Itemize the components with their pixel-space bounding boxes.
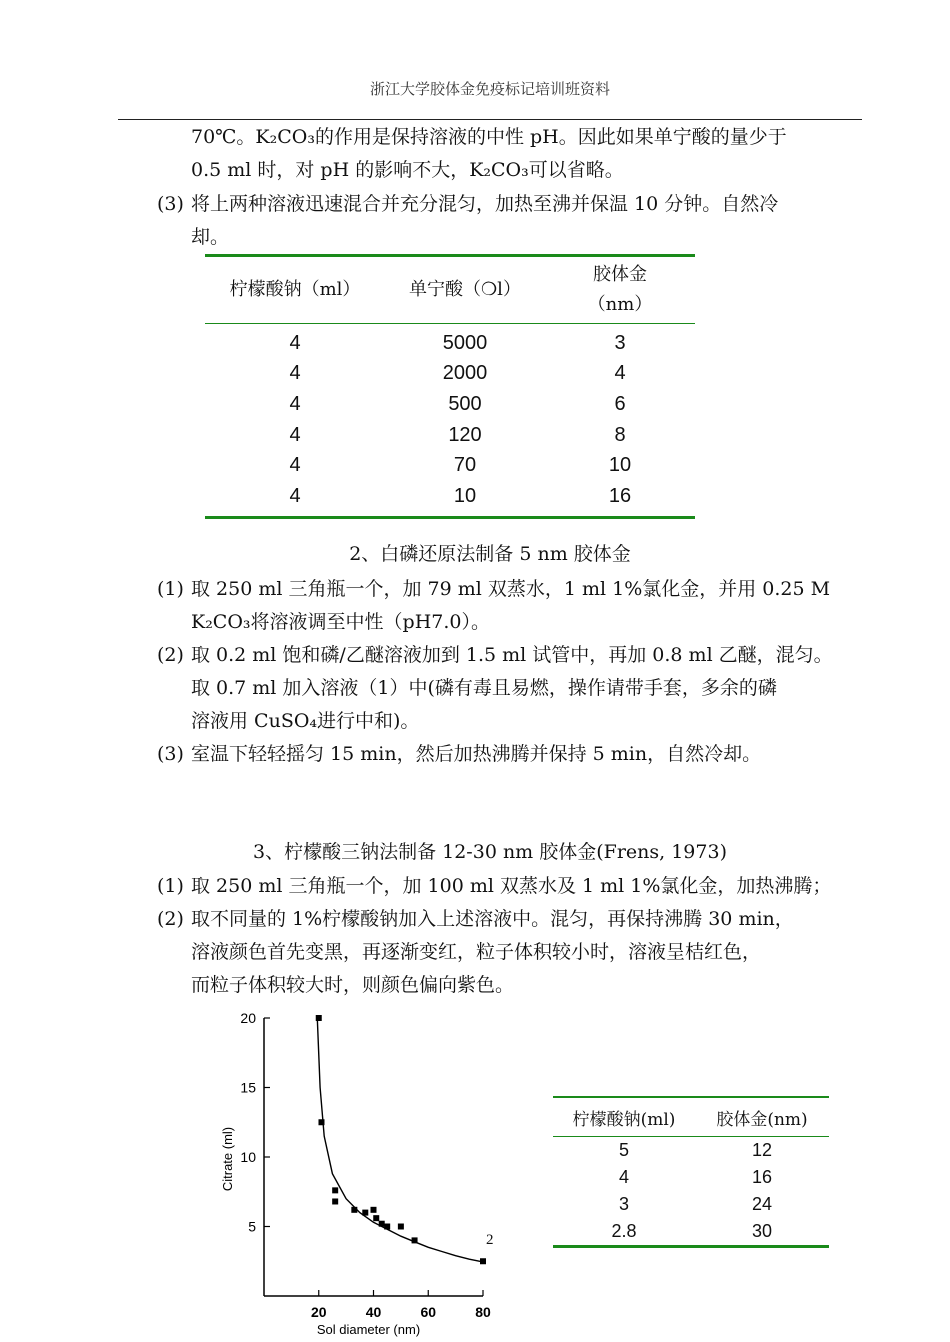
step-number: (2) <box>157 908 184 930</box>
step-text-line: 取 250 ml 三角瓶一个，加 79 ml 双蒸水，1 ml 1%氯化金，并用 0.25 M <box>191 578 831 600</box>
table-cell: 120 <box>448 423 482 446</box>
page-header: 浙江大学胶体金免疫标记培训班资料 <box>369 80 610 98</box>
step-text-line: 室温下轻轻摇匀 15 min，然后加热沸腾并保持 5 min，自然冷却。 <box>191 743 762 765</box>
table-header-cell: 柠檬酸钠（ml） <box>205 256 385 324</box>
step-text-line: K₂CO₃将溶液调至中性（pH7.0）。 <box>191 611 490 633</box>
step-text-line: 溶液颜色首先变黑，再逐渐变红，粒子体积较小时，溶液呈桔红色， <box>191 941 762 963</box>
step-text-line: 取 0.7 ml 加入溶液（1）中(磷有毒且易燃，操作请带手套，多余的磷 <box>191 677 777 699</box>
data-point <box>362 1210 368 1216</box>
table-cell: 3 <box>614 331 626 354</box>
data-point <box>412 1237 418 1243</box>
data-point <box>318 1119 324 1125</box>
step-number: (1) <box>157 875 184 897</box>
table-cell: 10 <box>608 454 632 477</box>
data-point <box>371 1207 377 1213</box>
table-cell: 24 <box>751 1194 773 1214</box>
table-row <box>205 450 695 481</box>
header-text: （nm） <box>587 294 653 315</box>
table-cell: 8 <box>614 423 626 446</box>
table-header-cell: 胶体金(nm) <box>695 1097 829 1137</box>
table-header-row <box>553 1097 829 1137</box>
table-row <box>205 359 695 390</box>
data-point <box>332 1198 338 1204</box>
table-cell: 5000 <box>442 331 488 354</box>
step-text-line: 溶液用 CuSO₄进行中和)。 <box>191 710 420 732</box>
table-cell: 16 <box>608 484 632 507</box>
table-header-cell: 单宁酸（❍l） <box>385 256 545 324</box>
step-text-line: 取不同量的 1%柠檬酸钠加入上述溶液中。混匀，再保持沸腾 30 min， <box>191 908 794 930</box>
table-row <box>553 1218 829 1247</box>
curve-label: 2 <box>486 1232 494 1248</box>
section3-title: 3、柠檬酸三钠法制备 12-30 nm 胶体金(Frens, 1973) <box>253 841 727 863</box>
table-cell: 4 <box>289 423 301 446</box>
table-cell: 16 <box>751 1167 773 1187</box>
table-cell: 70 <box>453 454 477 477</box>
table-cell: 2.8 <box>611 1221 637 1241</box>
tannic-acid-table <box>205 254 695 519</box>
table-row <box>205 420 695 451</box>
section1-cont-line1: 70℃。K₂CO₃的作用是保持溶液的中性 pH。因此如果单宁酸的量少于 <box>191 126 787 148</box>
section2-title: 2、白磷还原法制备 5 nm 胶体金 <box>349 543 631 565</box>
table-cell: 4 <box>289 484 301 507</box>
table-cell: 10 <box>453 484 477 507</box>
y-tick-label: 20 <box>240 1010 256 1026</box>
step-number: (1) <box>157 578 184 600</box>
data-point <box>480 1258 486 1264</box>
data-point <box>316 1015 322 1021</box>
header-divider <box>118 119 862 120</box>
table-cell: 4 <box>289 331 301 354</box>
table-cell: 5 <box>618 1140 629 1160</box>
table-header-cell <box>545 256 695 324</box>
citrate-size-chart <box>210 1005 510 1340</box>
data-point <box>384 1224 390 1230</box>
step-text-line: 取 0.2 ml 饱和磷/乙醚溶液加到 1.5 ml 试管中，再加 0.8 ml 乙醚，混匀。 <box>191 644 833 666</box>
table-row <box>553 1191 829 1218</box>
data-point <box>379 1221 385 1227</box>
y-axis-label: Citrate (ml) <box>220 1126 235 1192</box>
table-cell: 30 <box>751 1221 773 1241</box>
section1-cont-line2: 0.5 ml 时，对 pH 的影响不大，K₂CO₃可以省略。 <box>191 159 624 181</box>
table-cell: 2000 <box>442 362 488 385</box>
section1-step3-line2: 却。 <box>191 226 230 248</box>
x-tick-label: 80 <box>475 1304 491 1320</box>
header-text: 胶体金 <box>593 264 647 285</box>
step-number: (2) <box>157 644 184 666</box>
y-tick-label: 5 <box>248 1218 256 1235</box>
data-point <box>351 1207 357 1213</box>
section1-step3-line1: 将上两种溶液迅速混合并充分混匀，加热至沸并保温 10 分钟。自然冷 <box>191 193 779 215</box>
table-cell: 6 <box>614 392 626 415</box>
table-row <box>205 481 695 517</box>
table-row <box>553 1137 829 1165</box>
table-header-cell: 柠檬酸钠(ml) <box>553 1097 695 1137</box>
table-row <box>553 1164 829 1191</box>
citrate-table <box>553 1096 829 1248</box>
y-tick-label: 10 <box>240 1149 256 1165</box>
step-text-line: 而粒子体积较大时，则颜色偏向紫色。 <box>191 974 515 996</box>
table-cell: 4 <box>289 392 301 415</box>
table-header-row <box>205 256 695 324</box>
x-tick-label: 40 <box>365 1304 382 1320</box>
x-axis-label: Sol diameter (nm) <box>316 1322 421 1337</box>
data-point <box>398 1224 404 1230</box>
table-cell: 4 <box>289 454 301 477</box>
table-row <box>205 389 695 420</box>
step-number: (3) <box>157 743 184 765</box>
table-cell: 4 <box>289 362 301 385</box>
y-tick-label: 15 <box>240 1079 256 1096</box>
step-text-line: 取 250 ml 三角瓶一个，加 100 ml 双蒸水及 1 ml 1%氯化金，加热沸腾； <box>191 875 832 897</box>
step-number: (3) <box>157 193 184 215</box>
table-cell: 12 <box>751 1140 773 1160</box>
x-tick-label: 60 <box>420 1304 437 1320</box>
table-cell: 4 <box>614 362 626 385</box>
table-cell: 3 <box>618 1194 629 1214</box>
x-tick-label: 20 <box>310 1304 327 1320</box>
table-cell: 4 <box>618 1167 629 1187</box>
data-point <box>373 1215 379 1221</box>
data-point <box>332 1187 338 1193</box>
table-cell: 500 <box>448 392 482 415</box>
table-row <box>205 324 695 359</box>
